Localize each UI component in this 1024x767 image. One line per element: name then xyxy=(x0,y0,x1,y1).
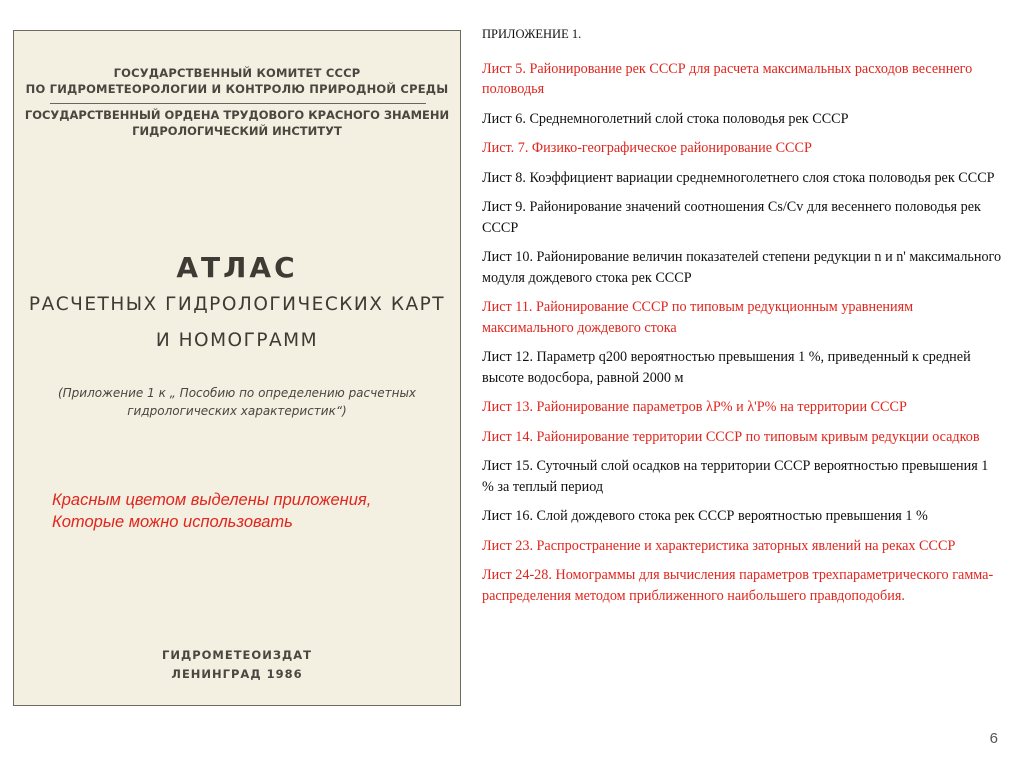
cover-subtitle-line2: И НОМОГРАММ xyxy=(155,330,319,351)
cover-committee-name xyxy=(14,65,460,97)
cover-publisher xyxy=(14,646,460,684)
cover-subtitle xyxy=(14,287,460,359)
appendix-sheet-list xyxy=(482,24,1002,615)
cover-appendix-note xyxy=(14,384,460,420)
cover-institute-line2: ГИДРОЛОГИЧЕСКИЙ ИНСТИТУТ xyxy=(132,124,342,138)
list-item: Лист 23. Распространение и характеристика заторных явлений на реках СССР xyxy=(482,537,956,554)
publisher-city-year: ЛЕНИНГРАД 1986 xyxy=(171,667,303,681)
cover-institute-line1: ГОСУДАРСТВЕННЫЙ ОРДЕНА ТРУДОВОГО КРАСНОГО ЗНАМЕНИ xyxy=(24,108,450,122)
list-item: Лист 5. Районирование рек СССР для расчета максимальных расходов весеннего половодья xyxy=(482,60,973,97)
publisher-name: ГИДРОМЕТЕОИЗДАТ xyxy=(162,648,312,662)
note-line2: Которые можно использовать xyxy=(52,513,293,531)
cover-institute-name xyxy=(14,107,460,139)
cover-appendix-line1: (Приложение 1 к „ Пособию по определению расчетных xyxy=(57,386,417,400)
list-item: Лист 9. Районирование значений соотношения Cs/Cv для весеннего половодья рек СССР xyxy=(482,199,981,236)
list-item: Лист 11. Районирование СССР по типовым редукционным уравнениям максимального дождевого стока xyxy=(482,299,914,336)
cover-committee-line1: ГОСУДАРСТВЕННЫЙ КОМИТЕТ СССР xyxy=(113,66,361,80)
cover-appendix-line2: гидрологических характеристик“) xyxy=(127,404,347,418)
list-item: Лист 8. Коэффициент вариации среднемноголетнего слоя стока половодья рек СССР xyxy=(482,169,995,186)
list-item: Лист 6. Среднемноголетний слой стока половодья рек СССР xyxy=(482,110,849,127)
cover-committee-line2: ПО ГИДРОМЕТЕОРОЛОГИИ И КОНТРОЛЮ ПРИРОДНОЙ СРЕДЫ xyxy=(25,82,449,96)
list-item: Лист 10. Районирование величин показателей степени редукции n и n' максимального модуля дождевого стока рек СССР xyxy=(482,249,1002,286)
slide-page-number: 6 xyxy=(989,730,998,747)
red-highlight-note xyxy=(52,489,452,533)
cover-divider xyxy=(50,103,426,104)
note-line1: Красным цветом выделены приложения, xyxy=(52,491,372,509)
list-item: Лист 15. Суточный слой осадков на территории СССР вероятностью превышения 1 % за теплый период xyxy=(482,458,989,495)
cover-title: АТЛАС xyxy=(176,251,298,284)
appendix-header: ПРИЛОЖЕНИЕ 1. xyxy=(482,27,582,41)
list-item: Лист. 7. Физико-географическое районирование СССР xyxy=(482,140,812,156)
cover-subtitle-line1: РАСЧЕТНЫХ ГИДРОЛОГИЧЕСКИХ КАРТ xyxy=(28,294,446,315)
list-item: Лист 24-28. Номограммы для вычисления параметров трехпараметрического гамма-распределения методом приближенного наибольшего правдоподобия. xyxy=(482,567,994,604)
list-item: Лист 16. Слой дождевого стока рек СССР вероятностью превышения 1 % xyxy=(482,508,928,524)
list-item: Лист 12. Параметр q200 вероятностью превышения 1 %, приведенный к средней высоте водосбора, равной 2000 м xyxy=(482,349,971,386)
list-item: Лист 13. Районирование параметров λP% и λ'P% на территории СССР xyxy=(482,399,907,415)
atlas-cover-image xyxy=(13,30,461,706)
list-item: Лист 14. Районирование территории СССР по типовым кривым редукции осадков xyxy=(482,428,980,445)
